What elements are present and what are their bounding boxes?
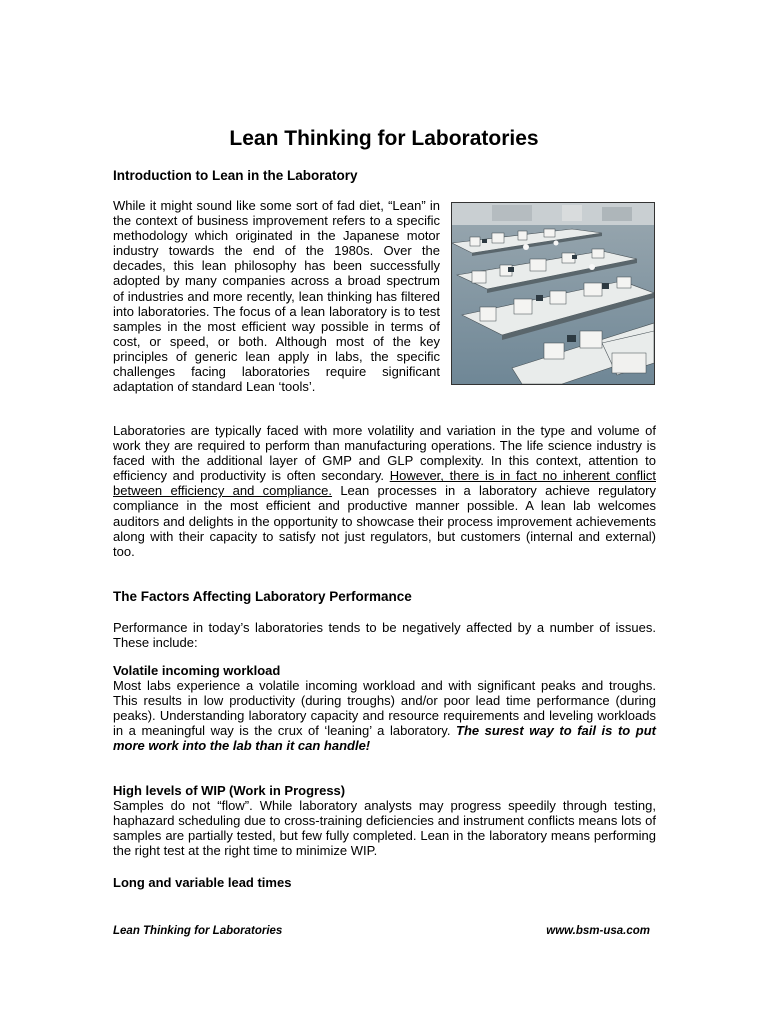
issue-heading: Long and variable lead times [113, 875, 292, 890]
compliance-underlined-statement: However, there is in fact no inherent conflict between efficiency and compliance. [113, 468, 656, 499]
footer-left: Lean Thinking for Laboratories [113, 925, 283, 937]
issue-body: Samples do not “flow”. While laboratory analysts may progress speedily through testing, haphazard scheduling due to cross-training deficiencies and instrument conflicts means lots of samples are partially tested, but few fully completed. Lean in the laboratory means performing the right test at the right time to minimize WIP. [113, 798, 656, 859]
issue-emphasis: The surest way to fail is to put more work into the lab than it can handle! [113, 723, 656, 754]
compliance-paragraph [113, 423, 656, 559]
issue-lead-times [113, 875, 656, 890]
intro-heading: Introduction to Lean in the Laboratory [113, 168, 358, 183]
factors-intro-paragraph: Performance in today’s laboratories tends to be negatively affected by a number of issues. These include: [113, 620, 656, 651]
compliance-paragraph-text: Laboratories are typically faced with more volatility and variation in the type and volume of work they are required to perform than manufacturing operations. The life science industry is faced with the additional layer of GMP and GLP complexity. In this context, attention to efficiency and productivity is often secondary. [113, 423, 656, 484]
issue-volatile-workload [113, 663, 656, 754]
issue-heading: High levels of WIP (Work in Progress) [113, 783, 346, 798]
intro-paragraph: While it might sound like some sort of fad diet, “Lean” in the context of business improvement refers to a specific methodology which originated in the Japanese motor industry towards the end of the 1980s. Over the decades, this lean philosophy has been successfully adopted by many companies across a broad spectrum of industries and more recently, lean thinking has filtered into laboratories. The focus of a lean laboratory is to test samples in the most efficient way possible in terms of cost, or speed, or both. Although most of the key principles of generic lean apply in labs, the specific challenges facing laboratories require significant adaptation of standard Lean ‘tools’. [113, 198, 440, 395]
factors-heading: The Factors Affecting Laboratory Performance [113, 589, 412, 604]
page-title: Lean Thinking for Laboratories [229, 127, 539, 150]
issue-heading: Volatile incoming workload [113, 663, 281, 678]
compliance-paragraph-text-end: Lean processes in a laboratory achieve regulatory compliance in the most efficient and productive manner possible. A lean lab welcomes auditors and delights in the opportunity to showcase their process improvement achievements along with their capacity to satisfy not just regulators, but customers (internal and external) too. [113, 483, 656, 559]
footer-url: www.bsm-usa.com [546, 925, 650, 937]
laboratory-photo-image [452, 203, 654, 384]
issue-body: Most labs experience a volatile incoming workload and with significant peaks and troughs. This results in low productivity (during troughs) and/or poor lead time performance (during peaks). Understanding laboratory capacity and resource requirements and leveling workloads in a meaningful way is the crux of ‘leaning’ a laboratory. [113, 678, 656, 739]
laboratory-photo [451, 202, 655, 385]
issue-high-wip [113, 783, 656, 858]
